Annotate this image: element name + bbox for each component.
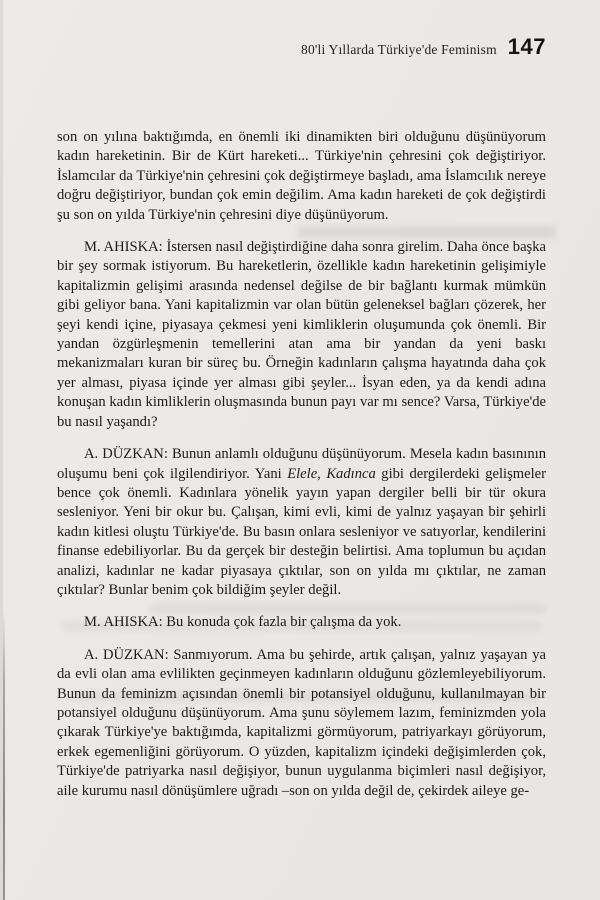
paragraph-2	[57, 238, 546, 432]
speaker-label: A. DÜZKAN:	[84, 446, 168, 463]
running-header	[301, 34, 546, 60]
running-title: 80'li Yıllarda Türkiye'de Feminism	[301, 42, 497, 57]
paragraph-5	[57, 646, 546, 801]
text-segment: Sanmıyorum. Ama bu şehirde, artık çalışan, yalnız yaşayan ya da evli olan ama evlilikten geçinmeyen kadınların olduğunu gözlemleyebiliyorum. Bunun da feminizm açısından önemli bir potansiyel olduğunu, kullanılmayan bir potansiyel olduğunu düşünüyorum. Ama şunu söylemem lazım, feminizmden yola çıkarak Türkiye'ye baktığımda, kapitalizmi görmüyorum, patriyarkayı görüyorum, erkek egemenliğini görüyorum. O yüzden, kapitalizm içindeki değişimlerden çok, Türkiye'de patriyarka nasıl değişiyor, bunun uygulanma biçimleri nasıl değişiyor, aile kurumu nasıl dönüşümlere uğradı –son on yılda değil de, çekirdek aileye ge-	[57, 646, 546, 799]
text-segment: Bunun anlamlı olduğunu düşünüyorum. Mesela kadın basınının oluşumu beni çok ilgilendiriyor. Yani	[57, 446, 546, 482]
page-number: 147	[507, 34, 546, 59]
speaker-label: M. AHISKA:	[84, 614, 163, 631]
paragraph-1	[57, 128, 546, 225]
scan-binding-shadow	[3, 610, 5, 900]
text-segment: gibi dergilerdeki gelişmeler bence çok önemli. Kadınlara yönelik yayın yapan dergiler belli bir tür okura sesleniyor. Yeni bir okur bu. Çalışan, kimi evli, kimi de yalnız yaşayan bir şehirli kadın kitlesi oluştu Türkiye'de. Bu basın onlara sesleniyor ve satıyorlar, kendilerini finanse edebiliyorlar. Bu da gerçek bir desteğin belirtisi. Ama toplumun bu açıdan analizi, kadınlar ne kadar piyasaya çıktılar, son on yılda mı çıktılar, ne zaman çıktılar? Bunlar benim çok bildiğim şeyler değil.	[57, 465, 547, 598]
text-segment: Bu konuda çok fazla bir çalışma da yok.	[162, 614, 402, 631]
page-body-text	[57, 128, 546, 814]
paragraph-3	[57, 445, 546, 600]
paragraph-4	[57, 613, 546, 632]
text-segment: İstersen nasıl değiştirdiğine daha sonra girelim. Daha önce başka bir şey sormak istiyorum. Bu hareketlerin, özellikle kadın hareketinin gelişimiyle kapitalizmin gelişimi arasında nedensel değilse de bir bağlantı kurmak mümkün gibi geliyor bana. Yani kapitalizmin var olan bütün geleneksel bağları çözerek, her şeyi kendi içine, piyasaya çekmesi yeni kimliklerin oluşumunda çok önemli. Bir yandan özgürleşmenin temellerini atan ama bir yandan da yeni baskı mekanizmaları kuran bir süreç bu. Örneğin kadınların çalışma hayatında daha çok yer alması, piyasa içinde yer alması gibi şeyler... İsyan eden, ya da kendi adına konuşan kadın kimliklerin oluşmasında bunun payı var mı sence? Varsa, Türkiye'de bu nasıl yaşandı?	[57, 239, 546, 430]
speaker-label: A. DÜZKAN:	[84, 646, 169, 663]
speaker-label: M. AHISKA:	[84, 239, 163, 256]
text-segment: son on yılına baktığımda, en önemli iki dinamikten biri olduğunu düşünüyorum kadın hareketinin. Bir de Kürt hareketi... Türkiye'nin çehresini çok değiştiriyor. İslamcılar da Türkiye'nin çehresini çok değiştirmeye başladı, ama İslamcılık nereye doğru değiştiriyor, bundan çok emin değilim. Ama kadın hareketi de çok değiştirdi şu son on yılda Türkiye'nin çehresini diye düşünüyorum.	[57, 129, 546, 223]
italic-text: Elele, Kadınca	[287, 465, 376, 482]
